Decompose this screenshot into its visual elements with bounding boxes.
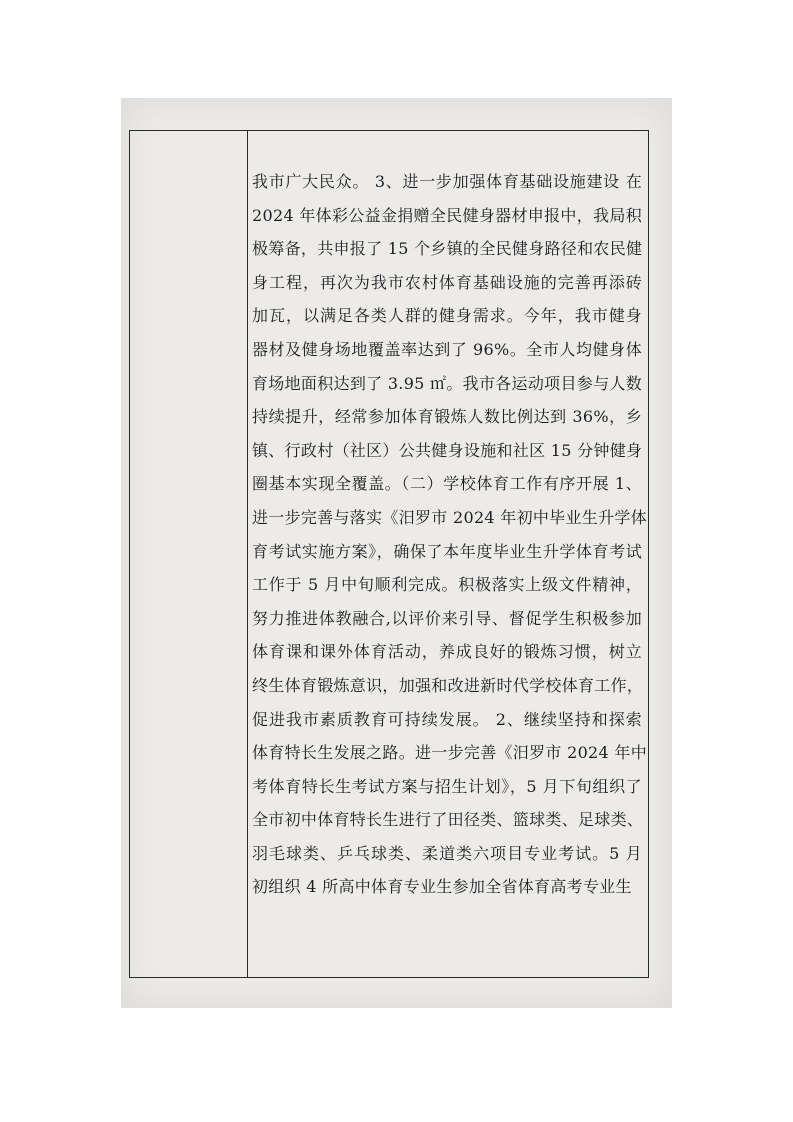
text-line: 圈基本实现全覆盖。（二）学校体育工作有序开展 1、 <box>252 474 642 494</box>
text-line: 极筹备，共申报了 15 个乡镇的全民健身路径和农民健 <box>252 239 643 259</box>
text-line: 体育课和课外体育活动，养成良好的锻炼习惯，树立 <box>252 642 642 662</box>
text-line: 初组织 4 所高中体育专业生参加全省体育高考专业生 <box>252 877 632 897</box>
text-line: 工作于 5 月中旬顺利完成。积极落实上级文件精神， <box>252 575 642 595</box>
text-line: 终生体育锻炼意识，加强和改进新时代学校体育工作， <box>252 675 644 695</box>
text-line: 促进我市素质教育可持续发展。 2、继续坚持和探索 <box>252 709 642 729</box>
table-column-divider <box>247 130 248 978</box>
text-line: 考体育特长生考试方案与招生计划》，5 月下旬组织了 <box>252 776 642 796</box>
text-line: 镇、行政村（社区）公共健身设施和社区 15 分钟健身 <box>252 440 643 460</box>
text-line: 育场地面积达到了 3.95 ㎡。我市各运动项目参与人数 <box>252 373 642 393</box>
body-text <box>252 165 647 904</box>
text-line: 身工程，再次为我市农村体育基础设施的完善再添砖 <box>252 272 642 292</box>
text-line: 体育特长生发展之路。进一步完善《汨罗市 2024 年中 <box>252 743 647 763</box>
text-line: 加瓦，以满足各类人群的健身需求。今年，我市健身 <box>252 306 642 326</box>
text-line: 器材及健身场地覆盖率达到了 96%。全市人均健身体 <box>252 339 642 359</box>
text-line: 进一步完善与落实《汨罗市 2024 年初中毕业生升学体 <box>252 507 647 527</box>
text-line: 2024 年体彩公益金捐赠全民健身器材申报中，我局积 <box>252 205 642 225</box>
text-line: 持续提升，经常参加体育锻炼人数比例达到 36%，乡 <box>252 407 642 427</box>
text-line: 努力推进体教融合,以评价来引导、督促学生积极参加 <box>252 608 642 628</box>
text-line: 全市初中体育特长生进行了田径类、篮球类、足球类、 <box>252 810 644 830</box>
text-line: 我市广大民众。 3、进一步加强体育基础设施建设 在 <box>252 172 642 191</box>
text-line: 育考试实施方案》，确保了本年度毕业生升学体育考试 <box>252 541 642 561</box>
text-line: 羽毛球类、乒乓球类、柔道类六项目专业考试。5 月 <box>252 843 642 863</box>
